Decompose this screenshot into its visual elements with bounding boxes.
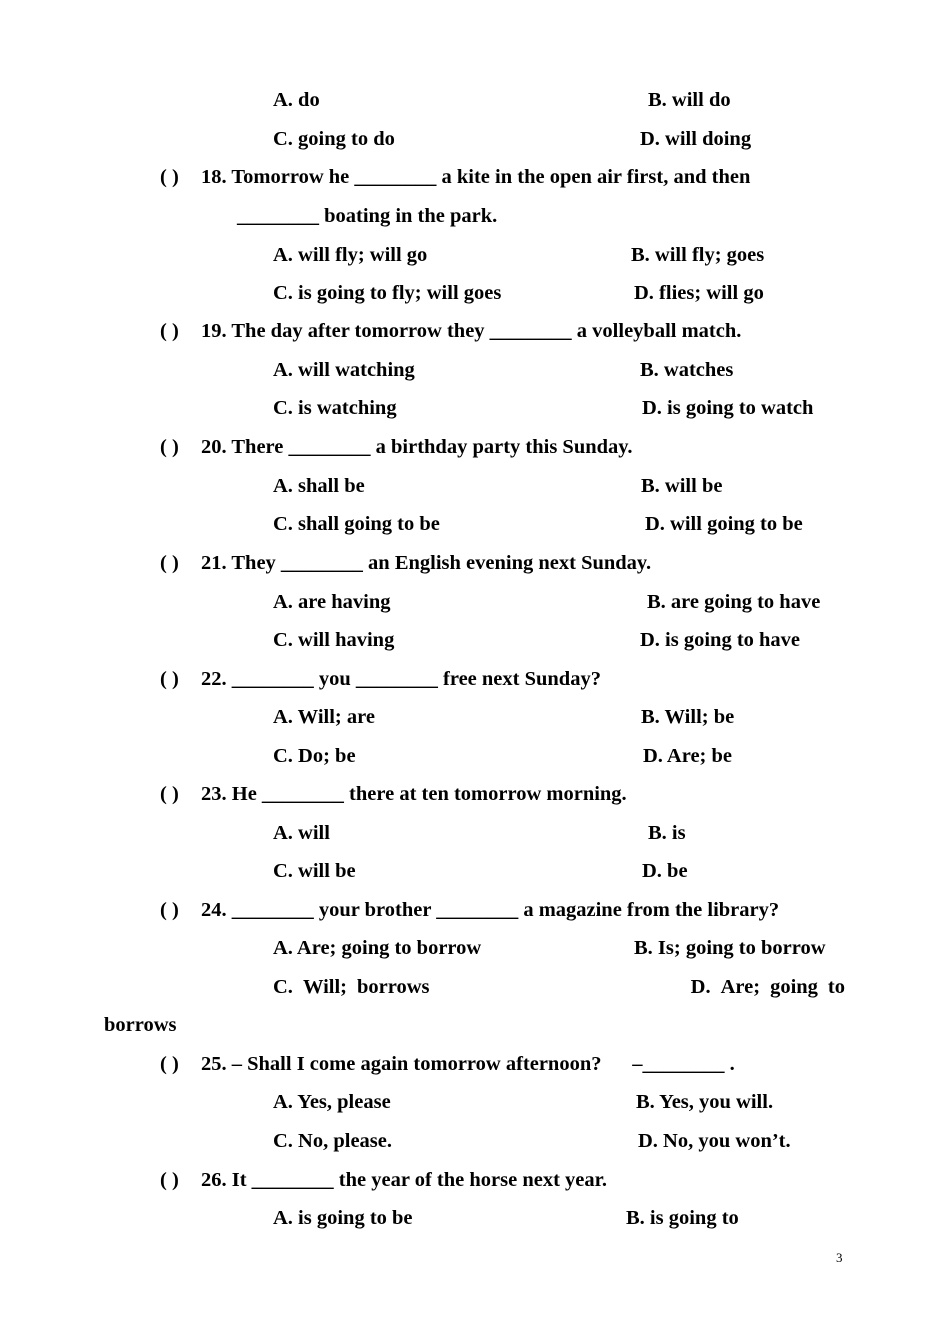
q18-option-d: D. flies; will go: [634, 282, 764, 304]
q17-option-c: C. going to do: [273, 128, 395, 150]
question-text: 24. ________ your brother ________ a magazine from the library?: [201, 899, 780, 921]
question-text: 20. There ________ a birthday party this Sunday.: [201, 436, 633, 458]
q17-option-b: B. will do: [648, 89, 731, 111]
q18-option-c: C. is going to fly; will goes: [273, 282, 502, 304]
answer-bracket: ( ): [160, 668, 179, 690]
q25-option-c: C. No, please.: [273, 1130, 393, 1152]
q23-option-c: C. will be: [273, 860, 356, 882]
q25-option-b: B. Yes, you will.: [636, 1091, 774, 1113]
q23-option-d: D. be: [642, 860, 688, 882]
q24-option-c-word: borrows: [356, 976, 430, 998]
q25-option-a: A. Yes, please: [273, 1091, 391, 1113]
page-number: 3: [836, 1250, 843, 1265]
q20-option-b: B. will be: [641, 475, 723, 497]
q22-option-d: D. Are; be: [643, 745, 733, 767]
q22-option-a: A. Will; are: [273, 706, 375, 728]
q19-option-a: A. will watching: [273, 359, 415, 381]
q24-option-a: A. Are; going to borrow: [273, 937, 482, 959]
q24-option-d-word: to: [827, 976, 845, 998]
question-text: 23. He ________ there at ten tomorrow morning.: [201, 783, 627, 805]
q21-option-d: D. is going to have: [640, 629, 801, 651]
q25-option-d: D. No, you won’t.: [638, 1130, 791, 1152]
q24-option-b: B. Is; going to borrow: [634, 937, 826, 959]
q21-option-a: A. are having: [273, 591, 391, 613]
q21-option-b: B. are going to have: [647, 591, 821, 613]
q17-option-a: A. do: [273, 89, 320, 111]
question-18-continuation: ________ boating in the park.: [237, 205, 498, 227]
q19-option-c: C. is watching: [273, 397, 397, 419]
q20-option-c: C. shall going to be: [273, 513, 440, 535]
q21-option-c: C. will having: [273, 629, 395, 651]
q22-option-b: B. Will; be: [641, 706, 735, 728]
q18-option-a: A. will fly; will go: [273, 244, 428, 266]
q26-option-a: A. is going to be: [273, 1207, 413, 1229]
question-text: 26. It ________ the year of the horse next year.: [201, 1169, 607, 1191]
answer-bracket: ( ): [160, 436, 179, 458]
answer-bracket: ( ): [160, 1053, 179, 1075]
q24-option-d-word: going: [770, 976, 818, 998]
question-text: 21. They ________ an English evening next Sunday.: [201, 552, 652, 574]
q24-option-d-letter: D.: [690, 976, 711, 998]
q23-option-b: B. is: [648, 822, 686, 844]
q24-option-c-word: Will;: [302, 976, 347, 998]
answer-bracket: ( ): [160, 783, 179, 805]
q24-option-d-word: Are;: [720, 976, 761, 998]
q19-option-b: B. watches: [640, 359, 734, 381]
question-text: 25. – Shall I come again tomorrow afternoon? –________ .: [201, 1053, 735, 1075]
question-text: 22. ________ you ________ free next Sunday?: [201, 668, 601, 690]
answer-bracket: ( ): [160, 899, 179, 921]
q24-option-d-wrap: borrows: [104, 1014, 177, 1036]
q17-option-d: D. will doing: [640, 128, 752, 150]
answer-bracket: ( ): [160, 166, 179, 188]
question-text: 19. The day after tomorrow they ________ a volleyball match.: [201, 320, 742, 342]
q26-option-b: B. is going to: [626, 1207, 739, 1229]
answer-bracket: ( ): [160, 320, 179, 342]
q18-option-b: B. will fly; goes: [631, 244, 765, 266]
answer-bracket: ( ): [160, 552, 179, 574]
q23-option-a: A. will: [273, 822, 330, 844]
q20-option-d: D. will going to be: [645, 513, 803, 535]
answer-bracket: ( ): [160, 1169, 179, 1191]
q24-options-cd-row: [273, 975, 845, 999]
q20-option-a: A. shall be: [273, 475, 365, 497]
q19-option-d: D. is going to watch: [642, 397, 814, 419]
question-text: 18. Tomorrow he ________ a kite in the open air first, and then: [201, 166, 751, 188]
q24-option-c-letter: C.: [273, 976, 293, 998]
q22-option-c: C. Do; be: [273, 745, 356, 767]
